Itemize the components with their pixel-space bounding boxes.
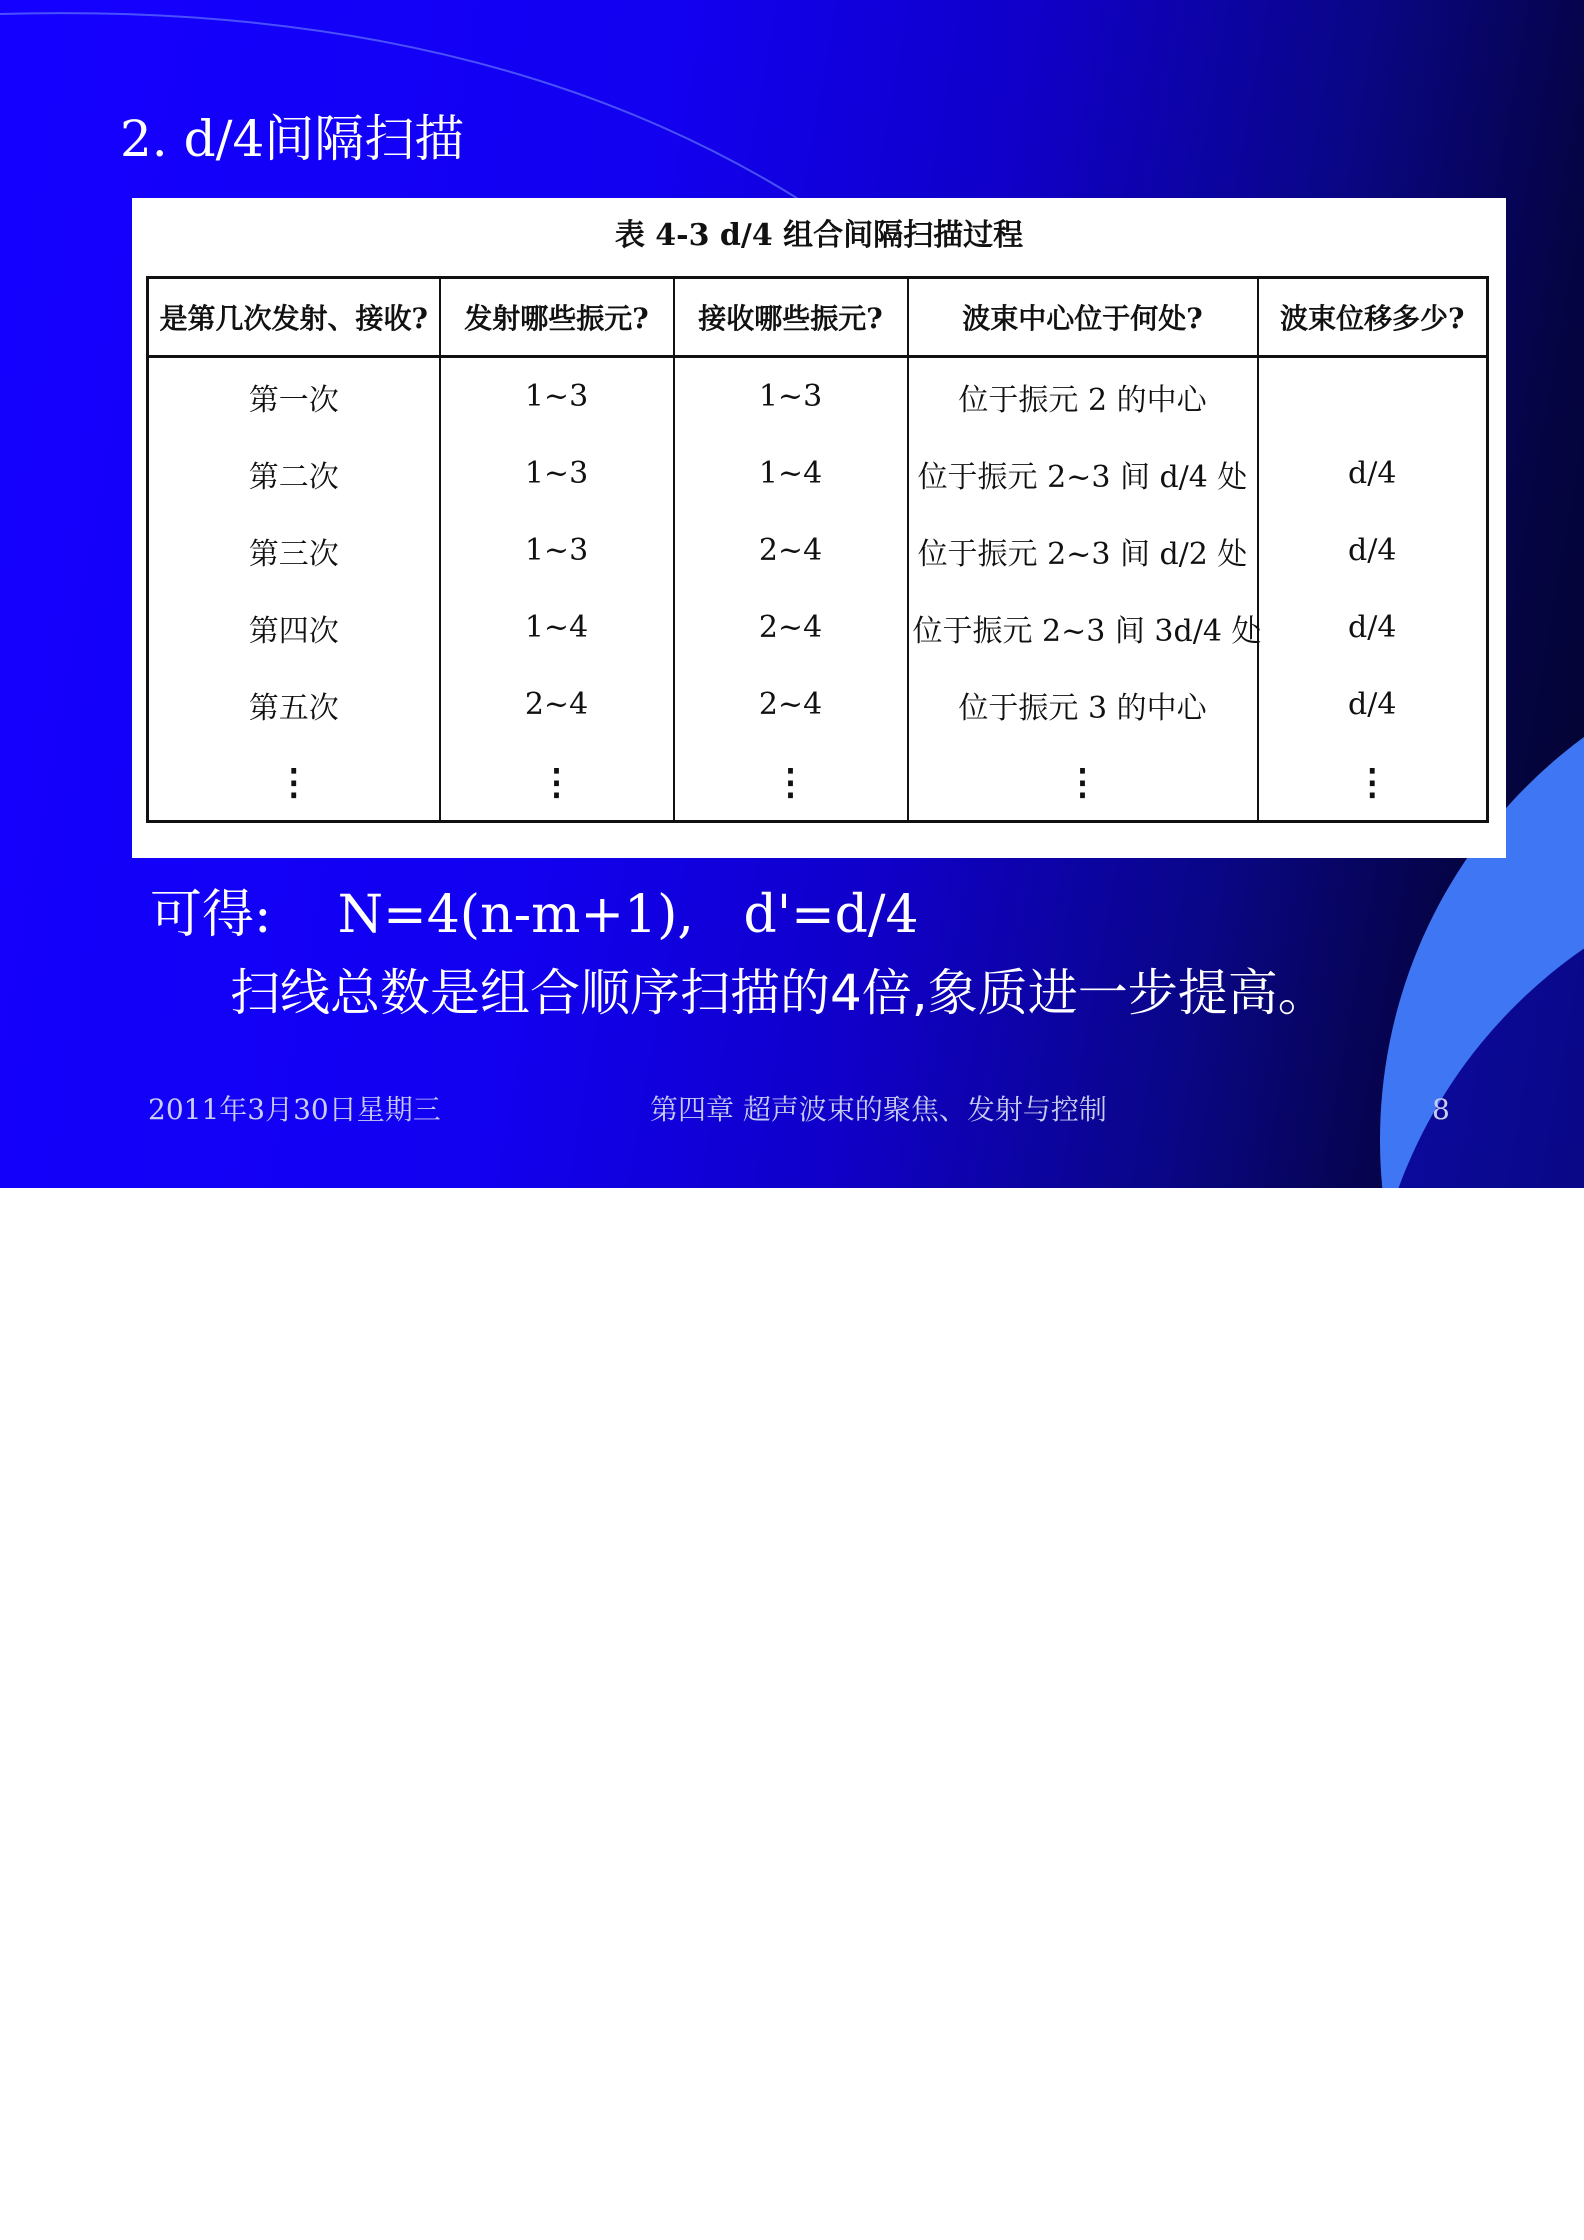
conclusion-text: 扫线总数是组合顺序扫描的4倍,象质进一步提高。 bbox=[230, 964, 1328, 1022]
table-cell: 2~4 bbox=[440, 666, 674, 743]
slide-title: 2. d/4间隔扫描 bbox=[120, 110, 465, 168]
table-row bbox=[148, 666, 1488, 743]
table-cell: d/4 bbox=[1258, 512, 1488, 589]
continuation-dots: ⋮ bbox=[440, 743, 674, 822]
table-cell bbox=[1258, 357, 1488, 436]
table-cell: 位于振元 2~3 间 3d/4 处 bbox=[908, 589, 1258, 666]
column-header: 波束位移多少? bbox=[1258, 278, 1488, 357]
table-cell: 位于振元 2~3 间 d/2 处 bbox=[908, 512, 1258, 589]
table-continuation-row bbox=[148, 743, 1488, 822]
formula-line bbox=[150, 880, 919, 950]
continuation-dots: ⋮ bbox=[908, 743, 1258, 822]
column-header: 接收哪些振元? bbox=[674, 278, 908, 357]
column-header: 波束中心位于何处? bbox=[908, 278, 1258, 357]
table-cell: 第四次 bbox=[148, 589, 440, 666]
formula-prefix: 可得: bbox=[150, 885, 272, 945]
table-cell: 1~3 bbox=[674, 357, 908, 436]
table-cell: d/4 bbox=[1258, 589, 1488, 666]
table-cell: 2~4 bbox=[674, 512, 908, 589]
table-cell: 1~3 bbox=[440, 435, 674, 512]
table-cell: 第五次 bbox=[148, 666, 440, 743]
table-cell: d/4 bbox=[1258, 435, 1488, 512]
formula-n: N=4(n-m+1), bbox=[337, 885, 694, 945]
table-cell: 1~3 bbox=[440, 512, 674, 589]
column-header: 发射哪些振元? bbox=[440, 278, 674, 357]
footer-date: 2011年3月30日星期三 bbox=[148, 1093, 441, 1126]
scan-process-table bbox=[146, 276, 1489, 823]
footer-page-number: 8 bbox=[1432, 1093, 1450, 1126]
footer-chapter: 第四章 超声波束的聚焦、发射与控制 bbox=[650, 1093, 1107, 1126]
formula-d: d'=d/4 bbox=[743, 885, 919, 945]
table-cell: 1~3 bbox=[440, 357, 674, 436]
table-image-panel bbox=[132, 198, 1506, 858]
table-cell: 第一次 bbox=[148, 357, 440, 436]
table-cell: 第二次 bbox=[148, 435, 440, 512]
continuation-dots: ⋮ bbox=[674, 743, 908, 822]
table-cell: 位于振元 3 的中心 bbox=[908, 666, 1258, 743]
table-cell: 第三次 bbox=[148, 512, 440, 589]
table-cell: 1~4 bbox=[674, 435, 908, 512]
table-row bbox=[148, 512, 1488, 589]
table-row bbox=[148, 435, 1488, 512]
table-cell: d/4 bbox=[1258, 666, 1488, 743]
table-cell: 位于振元 2 的中心 bbox=[908, 357, 1258, 436]
table-cell: 2~4 bbox=[674, 666, 908, 743]
continuation-dots: ⋮ bbox=[148, 743, 440, 822]
table-cell: 2~4 bbox=[674, 589, 908, 666]
table-header-row bbox=[148, 278, 1488, 357]
table-cell: 1~4 bbox=[440, 589, 674, 666]
table-cell: 位于振元 2~3 间 d/4 处 bbox=[908, 435, 1258, 512]
table-caption: 表 4-3 d/4 组合间隔扫描过程 bbox=[614, 218, 1024, 253]
column-header: 是第几次发射、接收? bbox=[148, 278, 440, 357]
continuation-dots: ⋮ bbox=[1258, 743, 1488, 822]
table-row bbox=[148, 357, 1488, 436]
table-row bbox=[148, 589, 1488, 666]
